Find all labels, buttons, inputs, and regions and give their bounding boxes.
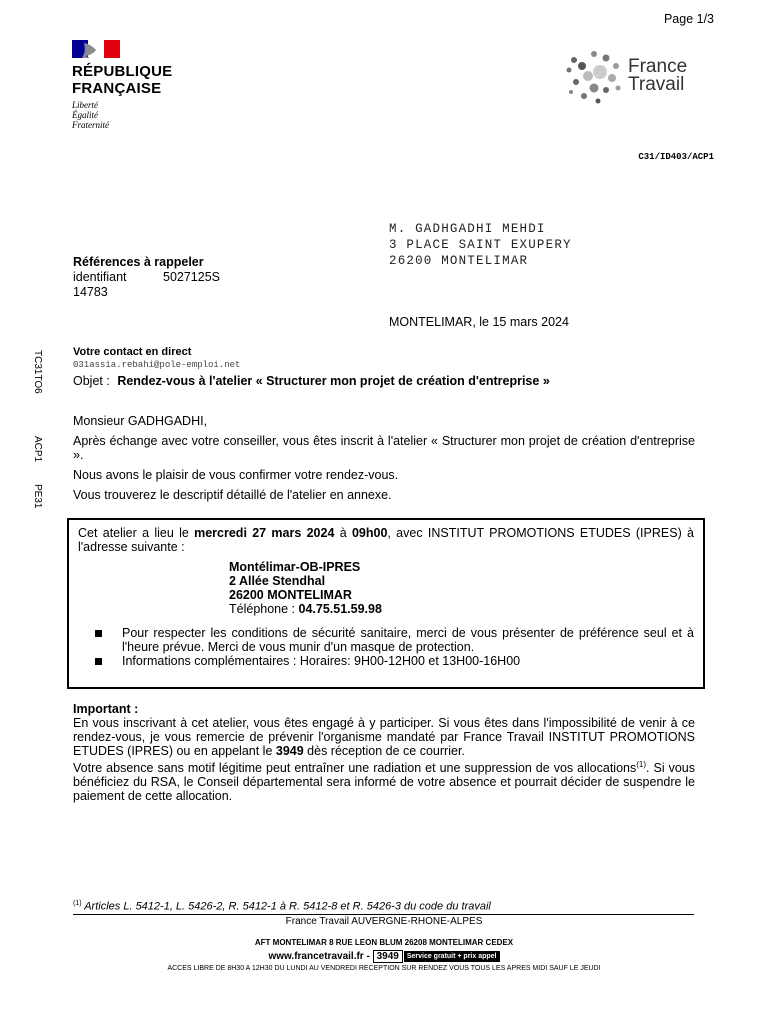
important-phone[interactable]: 3949 (275, 744, 304, 758)
appointment-intro-a: Cet atelier a lieu le (78, 526, 195, 540)
appointment-place: Montélimar-OB-IPRES (229, 560, 361, 574)
body-paragraph-1: Après échange avec votre conseiller, vous êtes inscrit à l'atelier « Structurer mon projet de création d'entreprise ». (73, 434, 695, 462)
appointment-bullet-1 (78, 626, 694, 654)
appointment-phone-line (229, 602, 694, 616)
important-section (73, 702, 695, 803)
bullet-icon (95, 630, 102, 637)
republique-line1: RÉPUBLIQUE (72, 63, 173, 80)
marianne-icon (72, 40, 120, 58)
references-title: Références à rappeler (73, 255, 204, 269)
important-p2-b: . Si vous bénéficiez du RSA, le Conseil départemental sera informé de votre absence et pourrait décider de suspendre le paiement de cette allocation. (73, 761, 695, 804)
contact-email[interactable]: 031assia.rebahi@pole-emploi.net (73, 360, 241, 370)
footer-divider (73, 914, 694, 915)
identifiant-label: identifiant (73, 270, 127, 284)
appointment-intro-b: à (334, 526, 352, 540)
motto-egalite: Égalité (72, 110, 98, 120)
appointment-date: mercredi 27 mars 2024 (194, 526, 335, 540)
object-text: Rendez-vous à l'atelier « Structurer mon projet de création d'entreprise » (117, 374, 550, 388)
motto-fraternite: Fraternité (72, 120, 109, 130)
footer-region: France Travail AUVERGNE-RHONE-ALPES (285, 916, 483, 927)
recipient-street: 3 PLACE SAINT EXUPERY (389, 238, 572, 252)
footer-agency: AFT MONTELIMAR 8 RUE LEON BLUM 26208 MONTELIMAR CEDEX (254, 938, 514, 947)
references-block (73, 255, 220, 300)
footnote-ref: (1) (636, 760, 647, 769)
appointment-intro (78, 526, 694, 554)
body-paragraph-3: Vous trouverez le descriptif détaillé de l'atelier en annexe. (73, 488, 392, 502)
republique-francaise-logo (72, 40, 172, 130)
reference-number: 14783 (73, 285, 108, 299)
document-reference: C31/ID403/ACP1 (638, 152, 714, 162)
appointment-phone[interactable]: 04.75.51.59.98 (298, 602, 382, 616)
footnote-text: Articles L. 5412-1, L. 5426-2, R. 5412-1 à R. 5412-8 et R. 5426-3 du code du travail (84, 900, 491, 913)
salutation: Monsieur GADHGADHI, (73, 414, 208, 428)
bullet-1-text: Pour respecter les conditions de sécurité sanitaire, merci de vous présenter de préférence seul et à l'heure prévue. Merci de vous munir d'un masque de protection. (122, 626, 694, 654)
appointment-address (229, 560, 694, 616)
appointment-bullet-2 (78, 654, 694, 668)
recipient-name: M. GADHGADHI MEHDI (389, 222, 546, 236)
france-travail-dots-icon (566, 46, 624, 106)
object-line (73, 374, 550, 388)
appointment-intro-c: , avec INSTITUT PROMOTIONS ETUDES (IPRES) à l'adresse suivante : (78, 526, 694, 554)
important-paragraph-1 (73, 716, 695, 758)
important-p1-a: En vous inscrivant à cet atelier, vous êtes engagé à y participer. Si vous êtes dans l'impossibilité de venir à ce rendez-vous, je vous remercie de prévenir l'organisme mandaté par France Travail INSTITUT PROMOTIONS ETUDES (IPRES) ou en appelant le (73, 716, 695, 758)
important-title: Important : (73, 702, 139, 716)
phone-label: Téléphone : (229, 602, 299, 616)
footer-service-badge: Service gratuit + prix appel (404, 951, 500, 962)
france-travail-logo (566, 46, 706, 106)
bullet-icon (95, 658, 102, 665)
recipient-address (389, 221, 572, 269)
appointment-box (67, 518, 705, 689)
contact-title: Votre contact en direct (73, 346, 192, 358)
footnote (73, 900, 491, 913)
motto-liberte: Liberté (72, 100, 98, 110)
appointment-street: 2 Allée Stendhal (229, 574, 326, 588)
republique-line2: FRANÇAISE (72, 80, 162, 97)
object-label: Objet : (73, 374, 110, 388)
identifiant-value: 5027125S (163, 270, 221, 284)
letter-body (73, 414, 695, 502)
appointment-time: 09h00 (351, 526, 388, 540)
recipient-city: 26200 MONTELIMAR (389, 254, 529, 268)
footer-phone-box[interactable]: 3949 (373, 950, 403, 963)
bullet-2-text: Informations complémentaires : Horaires: 9H00-12H00 et 13H00-16H00 (122, 654, 521, 668)
footer-hours: ACCES LIBRE DE 8H30 A 12H30 DU LUNDI AU VENDREDI RECEPTION SUR RENDEZ VOUS TOUS LES APRES MIDI SAUF LE JEUDI (167, 965, 601, 972)
important-paragraph-2 (73, 758, 695, 803)
footer-contact-line (0, 951, 768, 962)
footnote-mark: (1) (73, 900, 82, 907)
france-travail-line2: Travail (628, 74, 685, 95)
side-code-pe31: PE31 (32, 484, 43, 509)
france-travail-line1: France (628, 56, 688, 77)
important-p1-b: dès réception de ce courrier. (303, 744, 465, 758)
body-paragraph-2: Nous avons le plaisir de vous confirmer votre rendez-vous. (73, 468, 399, 482)
side-code-acp1: ACP1 (32, 436, 43, 463)
footer-website[interactable]: www.francetravail.fr - (268, 951, 373, 962)
appointment-city: 26200 MONTELIMAR (229, 588, 352, 602)
side-code-tc31: TC31TO6 (32, 350, 43, 394)
important-p2-a: Votre absence sans motif légitime peut entraîner une radiation et une suppression de vos allocations (73, 761, 637, 776)
page-number: Page 1/3 (663, 12, 714, 26)
date-line: MONTELIMAR, le 15 mars 2024 (389, 315, 569, 329)
